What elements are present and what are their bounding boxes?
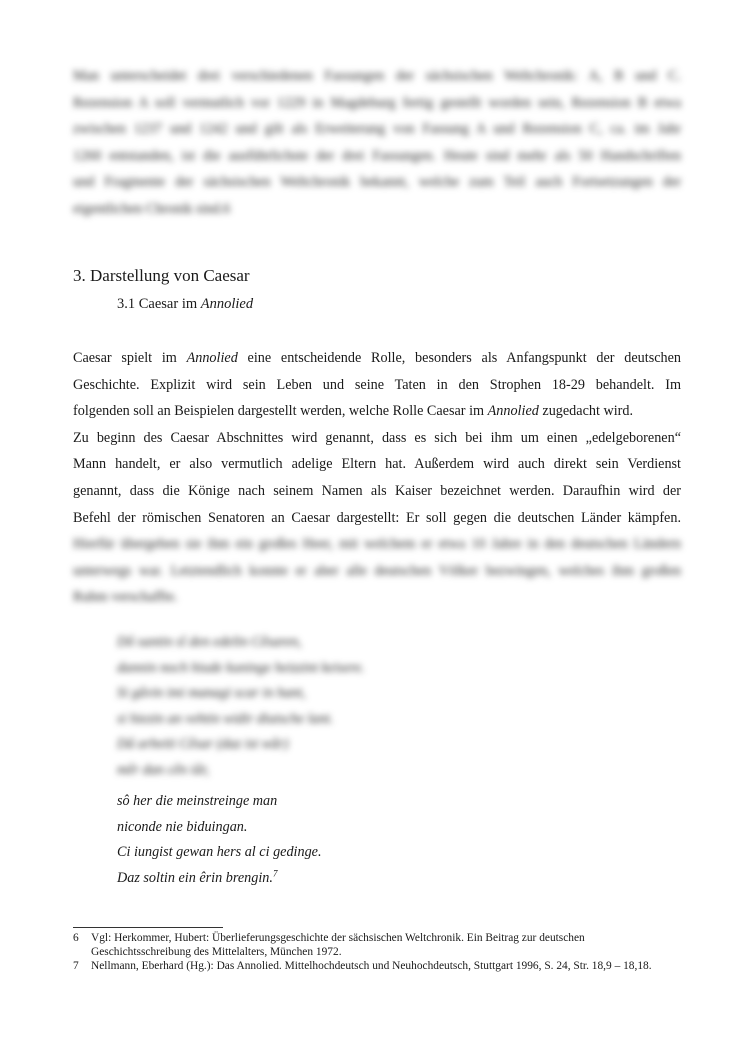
verse-line: sô her die meinstreinge man <box>117 793 278 809</box>
text-run: folgenden soll an Beispielen dargestellt werden, welche Rolle Caesar im <box>73 403 488 420</box>
footnote-text: Vgl: Herkommer, Hubert: Überlieferungsgeschichte der sächsischen Weltchronik. Ein Beitrag zur deutschen Geschichtsschreibung des Mittelalters, München 1972. <box>91 932 585 958</box>
verse-line: Dô santin sî den edelin Cêsaren, <box>117 634 302 650</box>
footnote-6 <box>73 932 683 959</box>
verse-line: dannin noch hiude kuninge heizzint keisere. <box>117 659 365 676</box>
body-paragraph-continued <box>73 531 681 611</box>
body-line: Hierfür übergeben sie ihm ein großes Heer, mit welchem er etwa 10 Jahre in den deutschen Ländern <box>73 536 681 552</box>
verse-quote-blurred <box>117 630 517 783</box>
intro-line: 1260 entstanden, ist die ausführlichste der drei Fassungen. Heute sind mehr als 50 Handschriften <box>73 147 681 164</box>
title-italic: Annolied <box>487 403 539 420</box>
verse-line <box>117 866 517 892</box>
subsection-heading <box>117 296 253 313</box>
body-line: genannt, dass die Könige nach seinem Namen als Kaiser bezeichnet werden. Daraufhin wird der <box>73 482 681 499</box>
body-line: Zu beginn des Caesar Abschnittes wird genannt, dass es sich bei ihm um einen „edelgeborenen“ <box>73 429 681 446</box>
footnote-7 <box>73 960 683 974</box>
subsection-prefix: 3.1 Caesar im <box>117 296 201 312</box>
body-line: Geschichte. Explizit wird sein Leben und seine Taten in den Strophen 18-29 behandelt. Im <box>73 376 681 393</box>
verse-line: Ci iungist gewan hers al ci gedinge. <box>117 844 322 860</box>
text-run: eine entscheidende Rolle, besonders als Anfangspunkt der deutschen <box>237 350 681 366</box>
footnote-number: 6 <box>73 932 79 944</box>
footnote-ref[interactable]: 7 <box>272 867 278 878</box>
text-run: zugedacht wird. <box>538 403 633 420</box>
body-line: Mann handelt, er also vermutlich adelige Eltern hat. Außerdem wird auch direkt sein Verdienst <box>73 456 681 473</box>
intro-line: und Fragmente der sächsischen Weltchronik bekannt, welche zum Teil auch Fortsetzungen der <box>73 174 681 191</box>
intro-paragraph <box>73 63 681 223</box>
verse-line: Si gâvin imi managi scar in hant, <box>117 685 306 701</box>
footnotes <box>73 932 683 975</box>
body-line: Befehl der römischen Senatoren an Caesar dargestellt: Er soll gegen die deutschen Länder kämpfen. <box>73 509 681 526</box>
title-italic: Annolied <box>186 350 238 366</box>
verse-line: si hiezin an vehtin widir diutsche lant. <box>117 710 334 727</box>
verse-line: niconde nie biduingan. <box>117 818 248 835</box>
verse-text: Daz soltin ein êrin brengin. <box>117 869 273 886</box>
body-line <box>73 398 681 425</box>
footnote-divider <box>73 927 223 928</box>
footnote-text: Nellmann, Eberhard (Hg.): Das Annolied. Mittelhochdeutsch und Neuhochdeutsch, Stuttgart 1996, S. 24, Str. 18,9 – 18,18. <box>91 960 652 973</box>
intro-line: zwischen 1237 und 1242 und gilt als Erweiterung von Fassung A und Rezension C, ca. im Jahr <box>73 121 681 138</box>
section-heading: 3. Darstellung von Caesar <box>73 266 250 285</box>
footnote-number: 7 <box>73 960 79 973</box>
intro-line: eigentlichen Chronik sind.6 <box>73 200 231 217</box>
intro-line: Rezension A soll vermutlich vor 1229 in Magdeburg fertig gestellt worden sein, Rezension B etwa <box>73 94 681 111</box>
body-paragraph <box>73 345 681 531</box>
verse-quote <box>117 789 517 891</box>
verse-line: Dâ arbeiti Cêsar (daz ist wâr) <box>117 736 289 752</box>
verse-line: mêr dan cên iâr, <box>117 761 210 778</box>
intro-line: Man unterscheidet drei verschiedenen Fassungen der sächsischen Weltchronik: A, B und C. <box>73 68 681 84</box>
body-line: Ruhm verschaffte. <box>73 589 178 606</box>
text-run: Caesar spielt im <box>73 350 187 366</box>
subsection-title: Annolied <box>200 296 254 312</box>
body-line <box>73 345 681 372</box>
body-line: unterwegs war. Letztendlich konnte er aber alle deutschen Völker bezwingen, welches ihm großen <box>73 562 681 579</box>
